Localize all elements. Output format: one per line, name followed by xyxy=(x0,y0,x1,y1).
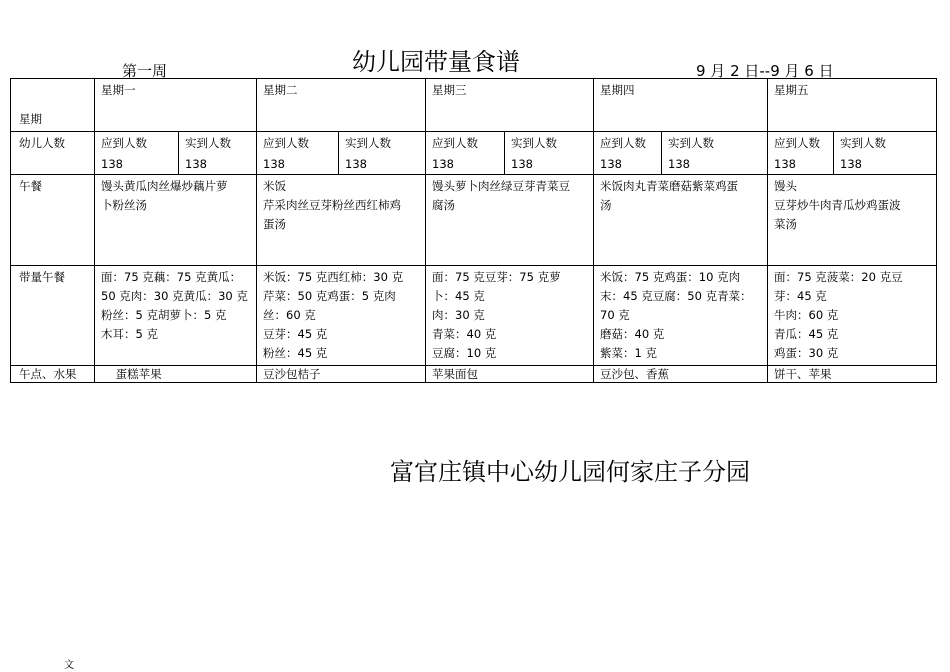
amount-line: 面：75 克菠菜：20 克豆 xyxy=(774,270,903,284)
row-label-snack: 午点、水果 xyxy=(11,366,95,383)
amount-line: 米饭：75 克西红柿：30 克 xyxy=(263,270,404,284)
lunch-line: 腐汤 xyxy=(432,198,455,212)
amount-line: 芽：45 克 xyxy=(774,289,827,303)
day-row xyxy=(11,79,937,132)
lunch-cell xyxy=(768,175,937,266)
lunch-line: 芹采肉丝豆芽粉丝西红柿鸡 xyxy=(263,198,401,212)
actual-count-value: 138 xyxy=(662,156,768,175)
day-header: 星期一 xyxy=(95,79,257,132)
amount-line: 鸡蛋：30 克 xyxy=(774,346,839,360)
actual-count-value: 138 xyxy=(339,156,426,175)
snack-cell: 蛋糕苹果 xyxy=(95,366,257,383)
amount-line: 粉丝：45 克 xyxy=(263,346,328,360)
count-header-row xyxy=(11,132,937,157)
lunch-line: 馒头萝卜肉丝绿豆芽青菜豆 xyxy=(432,179,570,193)
amount-row xyxy=(11,266,937,366)
lunch-line: 馒头黄瓜肉丝爆炒藕片萝 xyxy=(101,179,228,193)
lunch-line: 菜汤 xyxy=(774,217,797,231)
actual-count-value: 138 xyxy=(505,156,594,175)
expected-count-header: 应到人数 xyxy=(768,132,834,157)
amount-line: 50 克肉：30 克黄瓜：30 克 xyxy=(101,289,248,303)
amount-line: 面：75 克豆芽：75 克萝 xyxy=(432,270,561,284)
amount-cell xyxy=(426,266,594,366)
row-label-amount: 带量午餐 xyxy=(11,266,95,366)
school-name: 富官庄镇中心幼儿园何家庄子分园 xyxy=(390,458,750,486)
actual-count-value: 138 xyxy=(179,156,257,175)
lunch-line: 馒头 xyxy=(774,179,797,193)
lunch-line: 米饭 xyxy=(263,179,286,193)
lunch-cell xyxy=(95,175,257,266)
amount-line: 70 克 xyxy=(600,308,630,322)
actual-count-value: 138 xyxy=(834,156,937,175)
day-header: 星期三 xyxy=(426,79,594,132)
actual-count-header: 实到人数 xyxy=(662,132,768,157)
amount-cell xyxy=(95,266,257,366)
amount-line: 卜：45 克 xyxy=(432,289,485,303)
amount-line: 肉：30 克 xyxy=(432,308,485,322)
actual-count-header: 实到人数 xyxy=(834,132,937,157)
expected-count-value: 138 xyxy=(257,156,339,175)
snack-cell: 豆沙包、香蕉 xyxy=(594,366,768,383)
amount-line: 紫菜：1 克 xyxy=(600,346,657,360)
amount-line: 面：75 克藕：75 克黄瓜： xyxy=(101,270,242,284)
expected-count-value: 138 xyxy=(768,156,834,175)
lunch-line: 卜粉丝汤 xyxy=(101,198,147,212)
amount-line: 磨菇：40 克 xyxy=(600,327,665,341)
page-footnote: 文 xyxy=(64,660,74,671)
amount-line: 粉丝：5 克胡萝卜：5 克 xyxy=(101,308,227,322)
count-value-row xyxy=(11,156,937,175)
amount-line: 青瓜：45 克 xyxy=(774,327,839,341)
expected-count-value: 138 xyxy=(594,156,662,175)
lunch-cell xyxy=(426,175,594,266)
row-label-count: 幼儿人数 xyxy=(11,132,95,175)
snack-cell: 饼干、苹果 xyxy=(768,366,937,383)
lunch-line: 蛋汤 xyxy=(263,217,286,231)
lunch-cell xyxy=(257,175,426,266)
day-header: 星期五 xyxy=(768,79,937,132)
row-label-lunch: 午餐 xyxy=(11,175,95,266)
lunch-line: 米饭肉丸青菜磨菇紫菜鸡蛋 xyxy=(600,179,738,193)
actual-count-header: 实到人数 xyxy=(179,132,257,157)
day-header: 星期四 xyxy=(594,79,768,132)
actual-count-header: 实到人数 xyxy=(339,132,426,157)
lunch-line: 豆芽炒牛肉青瓜炒鸡蛋波 xyxy=(774,198,901,212)
amount-line: 丝：60 克 xyxy=(263,308,316,322)
expected-count-value: 138 xyxy=(95,156,179,175)
amount-line: 米饭：75 克鸡蛋：10 克肉 xyxy=(600,270,741,284)
amount-line: 木耳：5 克 xyxy=(101,327,158,341)
amount-line: 芹菜：50 克鸡蛋：5 克肉 xyxy=(263,289,396,303)
date-range: 9 月 2 日--9 月 6 日 xyxy=(696,62,834,80)
amount-line: 青菜：40 克 xyxy=(432,327,497,341)
amount-cell xyxy=(768,266,937,366)
amount-cell xyxy=(594,266,768,366)
amount-line: 牛肉：60 克 xyxy=(774,308,839,322)
expected-count-header: 应到人数 xyxy=(95,132,179,157)
lunch-cell xyxy=(594,175,768,266)
snack-row xyxy=(11,366,937,383)
expected-count-header: 应到人数 xyxy=(257,132,339,157)
amount-line: 豆芽：45 克 xyxy=(263,327,328,341)
amount-line: 末：45 克豆腐：50 克青菜： xyxy=(600,289,752,303)
amount-cell xyxy=(257,266,426,366)
row-label-day: 星期 xyxy=(11,79,95,132)
snack-cell: 豆沙包桔子 xyxy=(257,366,426,383)
snack-cell: 苹果面包 xyxy=(426,366,594,383)
day-header: 星期二 xyxy=(257,79,426,132)
actual-count-header: 实到人数 xyxy=(505,132,594,157)
lunch-line: 汤 xyxy=(600,198,612,212)
amount-line: 豆腐：10 克 xyxy=(432,346,497,360)
lunch-row xyxy=(11,175,937,266)
page-title: 幼儿园带量食谱 xyxy=(352,48,520,76)
week-label: 第一周 xyxy=(122,62,168,80)
menu-table xyxy=(10,78,937,383)
expected-count-header: 应到人数 xyxy=(426,132,505,157)
expected-count-header: 应到人数 xyxy=(594,132,662,157)
expected-count-value: 138 xyxy=(426,156,505,175)
